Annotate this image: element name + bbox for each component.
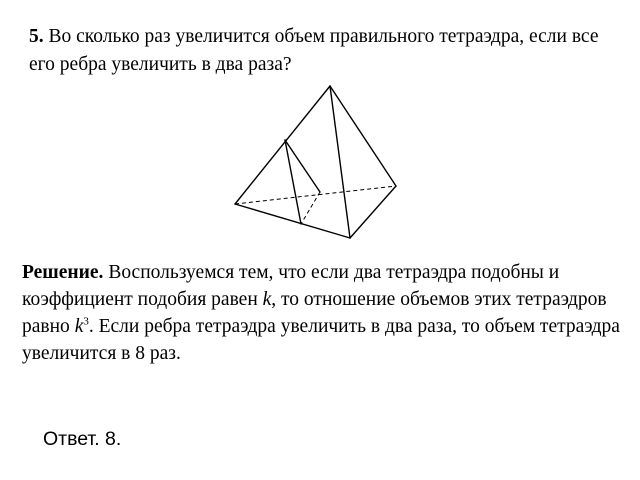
solution-text-1: Воспользуемся тем, что если два тетраэдра подобны и коэффициент подобия равен [22, 262, 560, 310]
variable-k: k [262, 289, 272, 310]
edge-left-front [235, 204, 350, 238]
hidden-edge-left-right [235, 186, 396, 204]
solution-text-3: . Если ребра тетраэдра увеличить в два раза, то объем тетраэдра увеличится в 8 раз. [22, 316, 620, 364]
answer-line: Ответ. 8. [43, 428, 122, 450]
solution-label: Решение. [22, 262, 104, 283]
problem-number: 5. [29, 26, 44, 47]
hidden-section-lower [301, 192, 320, 224]
solution-paragraph [22, 259, 627, 367]
problem-text: Во сколько раз увеличится объем правильного тетраэдра, если все его ребра увеличить в два раза? [29, 26, 599, 75]
edge-apex-front [330, 86, 350, 238]
tetrahedron-figure [228, 80, 403, 242]
edge-apex-right [330, 86, 396, 186]
solution-text-2: , то отношение объемов этих тетраэдров равно [22, 289, 607, 337]
edge-front-right [350, 186, 396, 238]
problem-statement [29, 23, 629, 79]
exponent: 3 [83, 315, 89, 328]
variable-k-power: k [74, 316, 84, 337]
